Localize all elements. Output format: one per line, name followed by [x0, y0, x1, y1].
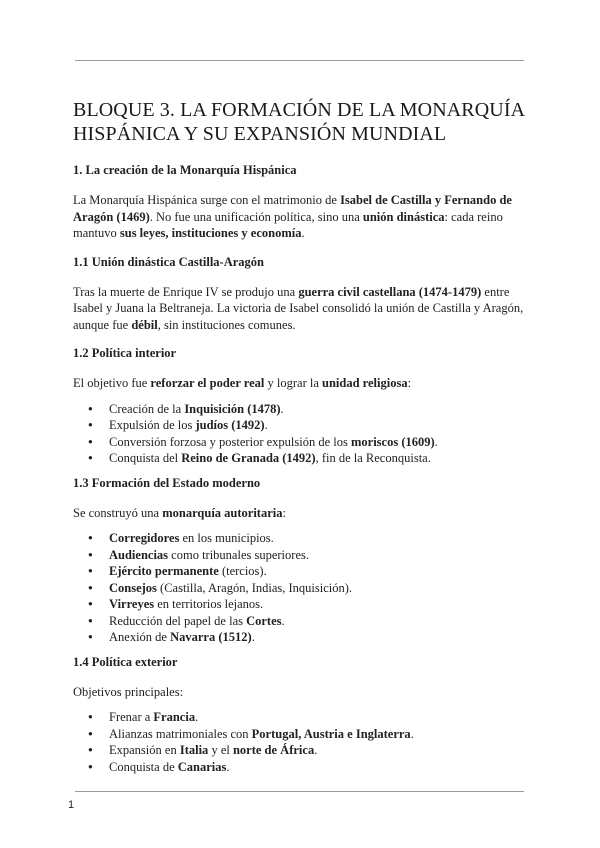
text-run: , fin de la Reconquista.: [315, 451, 431, 465]
section-heading: 1.4 Política exterior: [73, 654, 178, 669]
text-run: Frenar a: [109, 710, 154, 724]
text-run: :: [282, 505, 286, 520]
text-run: .: [434, 434, 438, 449]
document-title: BLOQUE 3. LA FORMACIÓN DE LA MONARQUÍA HISPÁNICA Y SU EXPANSIÓN MUNDIAL: [73, 99, 525, 145]
bullet-list: [73, 401, 533, 467]
text-run: .: [280, 401, 284, 416]
section-paragraph: [73, 284, 533, 334]
text-run: El objetivo fue: [73, 376, 151, 390]
bullet-list: [73, 709, 533, 775]
list-item: [73, 709, 533, 726]
header-rule: [75, 60, 524, 61]
list-item: [73, 629, 533, 646]
text-run: .: [195, 710, 199, 724]
bold-text: Portugal, Austria e Inglaterra: [251, 726, 411, 741]
bold-text: Isabel de Castilla y Fernando de Aragón (1469): [73, 193, 512, 224]
bullet-list: [73, 530, 533, 646]
text-run: .: [264, 418, 268, 432]
section-heading: 1.3 Formación del Estado moderno: [73, 475, 261, 490]
text-run: . No fue una unificación política, sino una: [149, 209, 363, 224]
page-number: 1: [68, 799, 75, 811]
list-item: [73, 417, 533, 434]
text-run: (Castilla, Aragón, Indias, Inquisición).: [156, 580, 353, 595]
list-item: [73, 613, 533, 630]
text-run: Conversión forzosa y posterior expulsión de los: [109, 434, 351, 449]
bold-text: Consejos: [109, 580, 157, 595]
section-heading: 1. La creación de la Monarquía Hispánica: [73, 163, 297, 177]
text-run: .: [301, 226, 305, 240]
text-run: Conquista de: [109, 759, 178, 774]
text-run: .: [314, 743, 318, 757]
bold-text: débil: [131, 317, 158, 332]
section-heading: 1.1 Unión dinástica Castilla-Aragón: [73, 254, 264, 269]
text-run: .: [410, 726, 414, 741]
bold-text: Audiencias: [109, 547, 169, 562]
section-paragraph: [73, 505, 533, 522]
list-item: [73, 401, 533, 418]
text-run: , sin instituciones comunes.: [157, 317, 296, 332]
bold-text: Canarias: [177, 759, 227, 774]
text-run: y lograr la: [264, 376, 323, 390]
text-run: Reducción del papel de las: [109, 613, 247, 628]
footer-rule: [75, 791, 524, 792]
list-item: [73, 434, 533, 451]
text-run: Expansión en: [109, 743, 180, 757]
list-item: [73, 530, 533, 547]
bold-text: Corregidores: [109, 531, 180, 545]
bold-text: moriscos (1609): [350, 434, 435, 449]
text-run: en territorios lejanos.: [154, 597, 264, 611]
bold-text: monarquía autoritaria: [162, 505, 283, 520]
text-run: .: [281, 613, 285, 628]
text-run: Creación de la: [109, 401, 185, 416]
list-item: [73, 596, 533, 613]
bold-text: reforzar el poder real: [150, 376, 265, 390]
section-paragraph: [73, 684, 533, 701]
text-run: .: [226, 759, 230, 774]
text-run: entre Isabel y Juana la Beltraneja. La victoria de Isabel consolidó la unión de Castilla y Aragón, aunque fue: [73, 284, 524, 332]
sections-container: [73, 161, 533, 775]
text-run: : cada reino mantuvo: [73, 209, 503, 240]
list-item: [73, 547, 533, 564]
bold-text: Francia: [153, 710, 196, 724]
text-run: La Monarquía Hispánica surge con el matrimonio de: [73, 193, 341, 207]
text-run: Expulsión de los: [109, 418, 196, 432]
list-item: [73, 726, 533, 743]
list-item: [73, 742, 533, 759]
text-run: Anexión de: [109, 630, 171, 644]
bold-text: guerra civil castellana (1474-1479): [298, 284, 482, 299]
bold-text: Virreyes: [109, 597, 155, 611]
bold-text: norte de África: [232, 743, 315, 757]
bold-text: unidad religiosa: [322, 376, 408, 390]
text-run: :: [407, 376, 412, 390]
bold-text: unión dinástica: [362, 209, 445, 224]
text-run: Conquista del: [109, 451, 182, 465]
list-item: [73, 580, 533, 597]
text-run: Alianzas matrimoniales con: [109, 726, 252, 741]
bold-text: Italia: [179, 743, 209, 757]
bold-text: Cortes: [246, 613, 282, 628]
text-run: .: [251, 630, 255, 644]
bold-text: Inquisición (1478): [184, 401, 281, 416]
text-run: como tribunales superiores.: [168, 547, 309, 562]
section-paragraph: [73, 375, 533, 392]
document-body: [73, 98, 533, 782]
bold-text: Reino de Granada (1492): [181, 451, 316, 465]
list-item: [73, 759, 533, 776]
section-paragraph: [73, 192, 533, 242]
bold-text: judíos (1492): [195, 418, 265, 432]
text-run: Objetivos principales:: [73, 684, 184, 699]
bold-text: Navarra (1512): [170, 630, 252, 644]
list-item: [73, 450, 533, 467]
list-item: [73, 563, 533, 580]
text-run: en los municipios.: [179, 531, 274, 545]
section-heading: 1.2 Política interior: [73, 346, 177, 360]
bold-text: sus leyes, instituciones y economía: [119, 226, 302, 240]
bold-text: Ejército permanente: [109, 564, 219, 578]
text-run: (tercios).: [218, 564, 267, 578]
text-run: Se construyó una: [73, 505, 163, 520]
text-run: y el: [208, 743, 233, 757]
text-run: Tras la muerte de Enrique IV se produjo una: [73, 284, 299, 299]
